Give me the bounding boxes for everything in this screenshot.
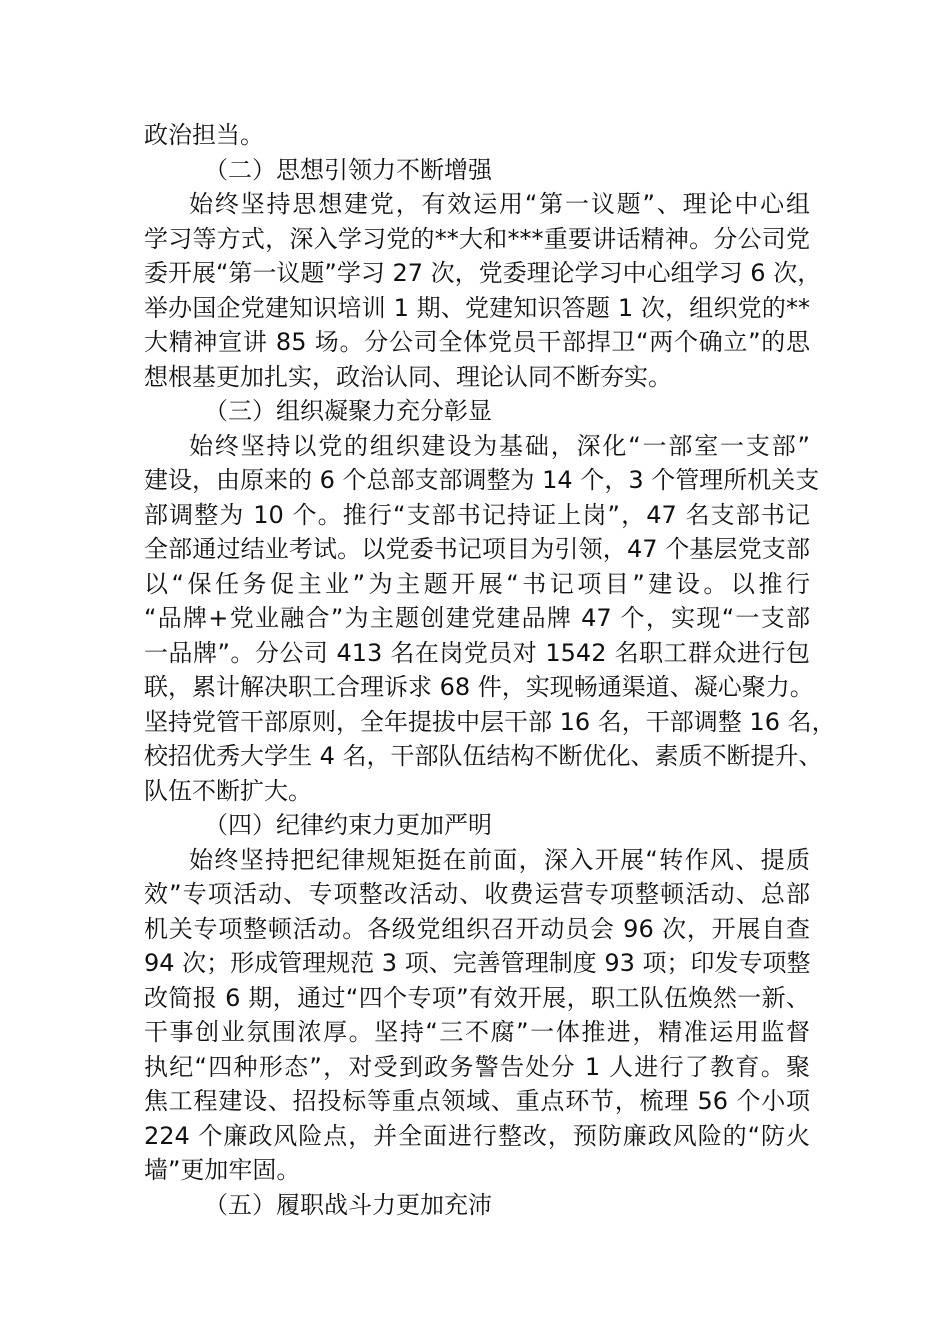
- paragraph-line: 始终坚持把纪律规矩挺在前面，深入开展“转作风、提质: [189, 845, 810, 874]
- paragraph-line: 队伍不断扩大。: [144, 776, 312, 805]
- paragraph-line: 改简报 6 期，通过“四个专项”有效开展，职工队伍焕然一新、: [144, 983, 810, 1012]
- document-page: [144, 118, 836, 1222]
- paragraph-line: 大精神宣讲 85 场。分公司全体党员干部捍卫“两个确立”的思: [144, 328, 810, 356]
- text-line: 政治担当。: [144, 121, 264, 149]
- paragraph-line: “品牌+党业融合”为主题创建党建品牌 47 个，实现“一支部: [144, 604, 810, 632]
- paragraph-line: 学习等方式，深入学习党的**大和***重要讲话精神。分公司党: [144, 224, 810, 253]
- paragraph-line: 委开展“第一议题”学习 27 次，党委理论学习中心组学习 6 次，: [144, 259, 822, 287]
- paragraph-organization: [144, 429, 836, 809]
- section-heading-3: （三）组织凝聚力充分彰显: [204, 397, 492, 425]
- paragraph-line: 坚持党管干部原则，全年提拔中层干部 16 名，干部调整 16 名，: [144, 707, 836, 736]
- paragraph-line: 以“保任务促主业”为主题开展“书记项目”建设。以推行: [144, 569, 810, 598]
- paragraph-line: 始终坚持思想建党，有效运用“第一议题”、理论中心组: [189, 190, 810, 218]
- section-heading-4: （四）纪律约束力更加严明: [204, 811, 492, 839]
- paragraph-line: 建设，由原来的 6 个总部支部调整为 14 个，3 个管理所机关支: [144, 466, 820, 494]
- paragraph-line: 焦工程建设、招投标等重点领域、重点环节，梳理 56 个小项: [144, 1087, 810, 1115]
- paragraph-line: 94 次；形成管理规范 3 项、完善管理制度 93 项；印发专项整: [144, 949, 811, 977]
- paragraph-line: 机关专项整顿活动。各级党组织召开动员会 96 次，开展自查: [144, 914, 810, 943]
- paragraph-line: 执纪“四种形态”，对受到政务警告处分 1 人进行了教育。聚: [144, 1052, 810, 1081]
- paragraph-line: 始终坚持以党的组织建设为基础，深化“一部室一支部”: [189, 431, 810, 460]
- paragraph-line: 224 个廉政风险点，并全面进行整改，预防廉政风险的“防火: [144, 1121, 810, 1150]
- paragraph-line: 举办国企党建知识培训 1 期、党建知识答题 1 次，组织党的**: [144, 293, 810, 322]
- section-heading-5: （五）履职战斗力更加充沛: [204, 1190, 492, 1219]
- paragraph-line: 校招优秀大学生 4 名，干部队伍结构不断优化、素质不断提升、: [144, 742, 823, 770]
- paragraph-thought: [144, 187, 822, 394]
- paragraph-line: 部调整为 10 个。推行“支部书记持证上岗”，47 名支部书记: [144, 500, 810, 529]
- paragraph-line: 干事创业氛围浓厚。坚持“三不腐”一体推进，精准运用监督: [144, 1018, 810, 1046]
- paragraph-line: 想根基更加扎实，政治认同、理论认同不断夯实。: [144, 362, 672, 391]
- paragraph-discipline: [144, 843, 810, 1188]
- paragraph-line: 一品牌”。分公司 413 名在岗党员对 1542 名职工群众进行包: [144, 638, 810, 667]
- paragraph-line: 效”专项活动、专项整改活动、收费运营专项整顿活动、总部: [144, 880, 810, 908]
- paragraph-line: 墙”更加牢固。: [144, 1156, 301, 1184]
- section-heading-2: （二）思想引领力不断增强: [204, 155, 492, 184]
- paragraph-line: 全部通过结业考试。以党委书记项目为引领，47 个基层党支部: [144, 535, 810, 563]
- paragraph-line: 联，累计解决职工合理诉求 68 件，实现畅通渠道、凝心聚力。: [144, 673, 814, 701]
